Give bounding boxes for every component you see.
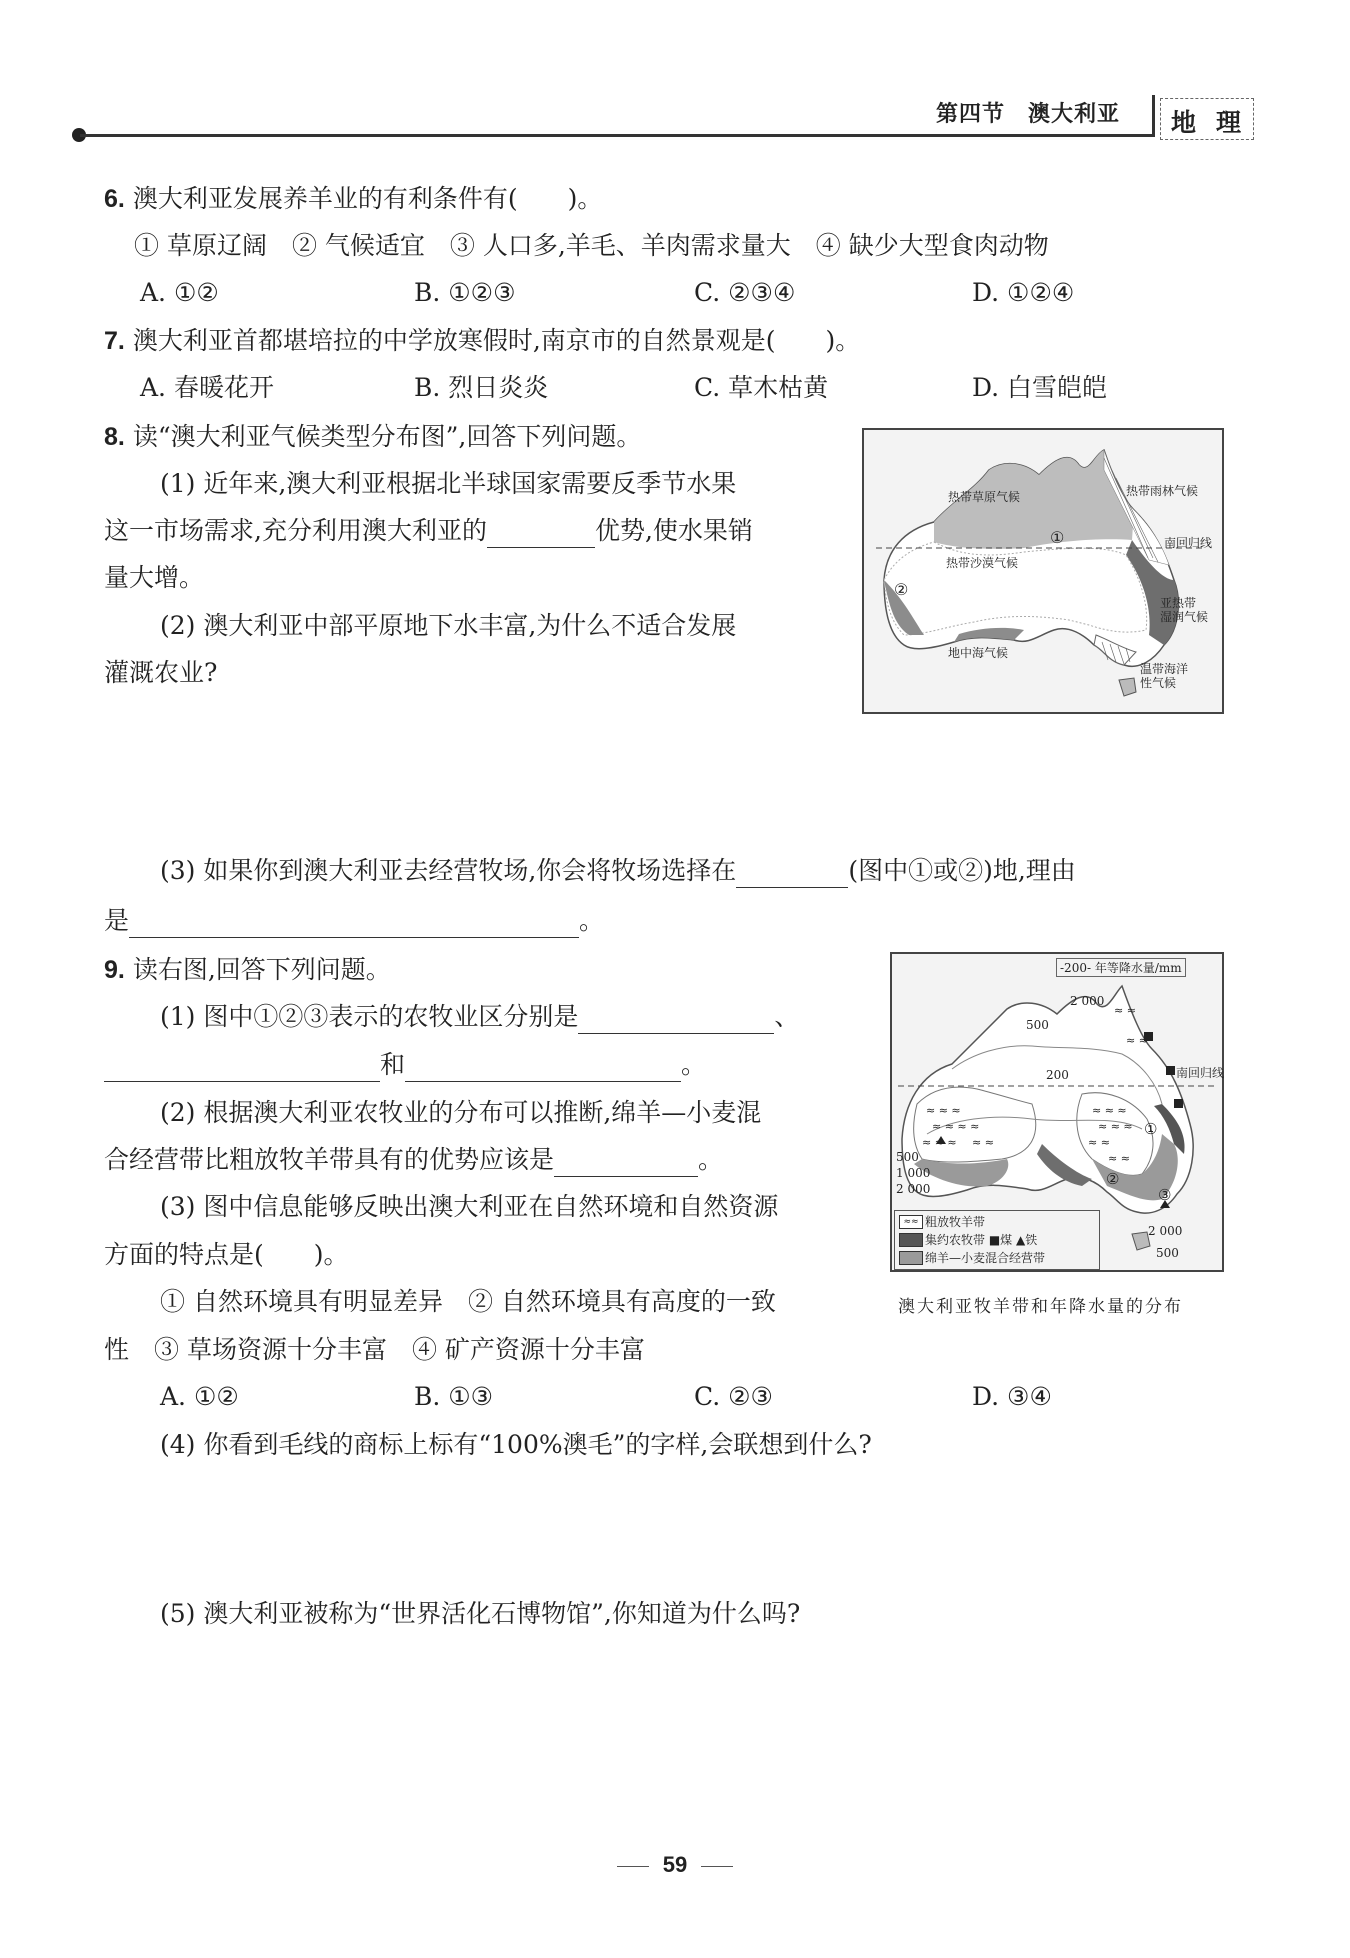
q9-option-d[interactable]: D. ③④ <box>972 1382 1052 1411</box>
label-subtropical: 亚热带 湿润气候 <box>1160 596 1209 624</box>
climate-map <box>862 428 1224 714</box>
q9-p3-line3: ① 自然环境具有明显差异 ② 自然环境具有高度的一致 <box>160 1287 776 1316</box>
q9-p1-line2 <box>104 1048 706 1082</box>
q6-stem: 澳大利亚发展养羊业的有利条件有( )。 <box>132 184 603 213</box>
marker-1: ① <box>1050 528 1065 547</box>
isohyet-2000-top: 2 000 <box>1070 994 1105 1008</box>
map-title: -200- 年等降水量/mm <box>1056 958 1186 977</box>
label-desert: 热带沙漠气候 <box>946 556 1019 570</box>
q8-p1-line3: 量大增。 <box>104 563 205 592</box>
q7-stem: 澳大利亚首都堪培拉的中学放寒假时,南京市的自然景观是( )。 <box>132 326 861 355</box>
isohyet-2000-left: 2 000 <box>896 1182 931 1196</box>
isohyet-500-left: 500 <box>896 1150 919 1164</box>
q7-stem-line <box>104 324 860 358</box>
q9-p2-blank[interactable] <box>554 1152 698 1177</box>
q9-p2-text-b: 。 <box>698 1145 724 1174</box>
q7-option-a[interactable]: A. 春暖花开 <box>140 373 274 402</box>
q9-option-b[interactable]: B. ①③ <box>414 1382 494 1411</box>
q8-p3-text-d: 。 <box>579 906 605 935</box>
header-rule <box>80 134 1155 137</box>
svg-text:≈ ≈ ≈: ≈ ≈ ≈ <box>926 1104 961 1117</box>
isohyet-500-top: 500 <box>1026 1018 1049 1032</box>
q9-p1-line1 <box>160 1000 799 1034</box>
section-title: 第四节 澳大利亚 <box>936 101 1121 127</box>
label-savanna: 热带草原气候 <box>948 490 1021 504</box>
zone-marker-3: ③ <box>1158 1186 1172 1204</box>
q7-option-d[interactable]: D. 白雪皑皑 <box>972 373 1108 402</box>
page-number-text: 59 <box>662 1852 688 1877</box>
q9-p2-line2 <box>104 1143 723 1177</box>
svg-text:≈ ≈: ≈ ≈ <box>1114 1004 1136 1017</box>
q8-p3-line1 <box>160 854 1076 888</box>
q9-p3-line4: 性 ③ 草场资源十分丰富 ④ 矿产资源十分丰富 <box>104 1335 645 1364</box>
isohyet-1000-left: 1 000 <box>896 1166 931 1180</box>
svg-text:≈ ≈: ≈ ≈ <box>1108 1152 1130 1165</box>
q6-stem-line <box>104 182 602 216</box>
q9-p2-text-a: 合经营带比粗放牧羊带具有的优势应该是 <box>104 1145 555 1174</box>
q8-p1-line1: (1) 近年来,澳大利亚根据北半球国家需要反季节水果 <box>160 469 737 498</box>
q9-p5: (5) 澳大利亚被称为“世界活化石博物馆”,你知道为什么吗? <box>160 1599 801 1628</box>
q8-p3-line2 <box>104 904 604 938</box>
q6-option-d[interactable]: D. ①②④ <box>972 278 1075 307</box>
q6-number: 6. <box>104 185 125 213</box>
q9-p1-blank-2[interactable] <box>104 1057 380 1082</box>
q8-p3-text-b: (图中①或②)地,理由 <box>848 856 1076 885</box>
zone-marker-2: ② <box>1106 1170 1120 1188</box>
q6-items: ① 草原辽阔 ② 气候适宜 ③ 人口多,羊毛、羊肉需求量大 ④ 缺少大型食肉动物 <box>134 231 1049 260</box>
q8-number: 8. <box>104 423 125 451</box>
q9-p3-line1: (3) 图中信息能够反映出澳大利亚在自然环境和自然资源 <box>160 1192 779 1221</box>
pasture-map <box>890 952 1224 1272</box>
isohyet-2000-bottom: 2 000 <box>1148 1224 1183 1238</box>
subject-box <box>1160 98 1254 140</box>
q9-option-a[interactable]: A. ①② <box>160 1382 239 1411</box>
svg-text:≈ ≈ ≈: ≈ ≈ ≈ <box>1098 1120 1133 1133</box>
map-caption: 澳大利亚牧羊带和年降水量的分布 <box>898 1297 1183 1317</box>
q6-option-a[interactable]: A. ①② <box>140 278 219 307</box>
q8-p2-line1: (2) 澳大利亚中部平原地下水丰富,为什么不适合发展 <box>160 611 737 640</box>
q8-p3-text-c: 是 <box>104 906 130 935</box>
marker-2: ② <box>894 580 909 599</box>
q9-option-c[interactable]: C. ②③ <box>694 1382 773 1411</box>
q9-number: 9. <box>104 956 125 984</box>
legend-label-3: 绵羊—小麦混合经营带 <box>925 1251 1046 1265</box>
svg-text:≈ ≈ ≈: ≈ ≈ ≈ <box>922 1136 957 1149</box>
legend-swatch-1: ≈≈ <box>899 1215 923 1229</box>
q9-p1-text-d: 。 <box>681 1050 707 1079</box>
isohyet-500-bottom: 500 <box>1156 1246 1179 1260</box>
q8-p1-text-b: 优势,使水果销 <box>594 516 753 545</box>
legend-swatch-3 <box>899 1251 923 1265</box>
label-maritime: 温带海洋 性气候 <box>1140 662 1189 690</box>
q9-p1-text-b: 、 <box>774 1002 800 1031</box>
svg-text:≈ ≈: ≈ ≈ <box>972 1136 994 1149</box>
subject-char-2: 理 <box>1216 108 1242 137</box>
q9-stem-line <box>104 953 391 987</box>
page-number <box>0 1852 1350 1878</box>
subject-char-1: 地 <box>1171 108 1197 137</box>
legend-swatch-2 <box>899 1233 923 1247</box>
q7-option-b[interactable]: B. 烈日炎炎 <box>414 373 549 402</box>
map-legend <box>894 1210 1100 1270</box>
svg-text:≈ ≈: ≈ ≈ <box>1126 1034 1148 1047</box>
q7-option-c[interactable]: C. 草木枯黄 <box>694 373 829 402</box>
label-rainforest: 热带雨林气候 <box>1126 484 1199 498</box>
legend-label-1: 粗放牧羊带 <box>925 1215 986 1229</box>
q9-p1-text-c: 和 <box>380 1050 406 1079</box>
q8-p1-line2 <box>104 514 753 548</box>
q9-stem: 读右图,回答下列问题。 <box>132 955 391 984</box>
q8-p3-blank-2[interactable] <box>129 913 579 938</box>
q8-stem: 读“澳大利亚气候类型分布图”,回答下列问题。 <box>132 422 642 451</box>
legend-label-2: 集约农牧带 ■煤 ▲铁 <box>925 1233 1038 1247</box>
q9-p4: (4) 你看到毛线的商标上标有“100%澳毛”的字样,会联想到什么? <box>160 1430 872 1459</box>
q9-p1-text-a: (1) 图中①②③表示的农牧业区分别是 <box>160 1002 579 1031</box>
q8-p1-blank[interactable] <box>487 523 595 548</box>
q8-p3-blank-1[interactable] <box>736 863 848 888</box>
svg-text:≈ ≈ ≈: ≈ ≈ ≈ <box>1092 1104 1127 1117</box>
q9-p2-line1: (2) 根据澳大利亚农牧业的分布可以推断,绵羊—小麦混 <box>160 1098 762 1127</box>
label-tropic-2: 南回归线 <box>1176 1066 1225 1080</box>
isohyet-200: 200 <box>1046 1068 1069 1082</box>
q8-p1-text-a: 这一市场需求,充分利用澳大利亚的 <box>104 516 487 545</box>
label-tropic: 南回归线 <box>1164 536 1213 550</box>
q9-p1-blank-1[interactable] <box>578 1009 774 1034</box>
q8-p3-text-a: (3) 如果你到澳大利亚去经营牧场,你会将牧场选择在 <box>160 856 737 885</box>
q8-stem-line <box>104 420 641 454</box>
label-mediterranean: 地中海气候 <box>948 646 1009 660</box>
q7-number: 7. <box>104 327 125 355</box>
q9-p3-line2: 方面的特点是( )。 <box>104 1240 349 1269</box>
svg-text:≈ ≈ ≈ ≈: ≈ ≈ ≈ ≈ <box>932 1120 980 1133</box>
q6-option-c[interactable]: C. ②③④ <box>694 278 796 307</box>
q8-p2-line2: 灌溉农业? <box>104 658 218 687</box>
q9-p1-blank-3[interactable] <box>405 1057 681 1082</box>
q6-option-b[interactable]: B. ①②③ <box>414 278 516 307</box>
zone-marker-1: ① <box>1144 1120 1158 1138</box>
header-separator <box>1152 95 1155 137</box>
svg-text:≈ ≈: ≈ ≈ <box>1088 1136 1110 1149</box>
